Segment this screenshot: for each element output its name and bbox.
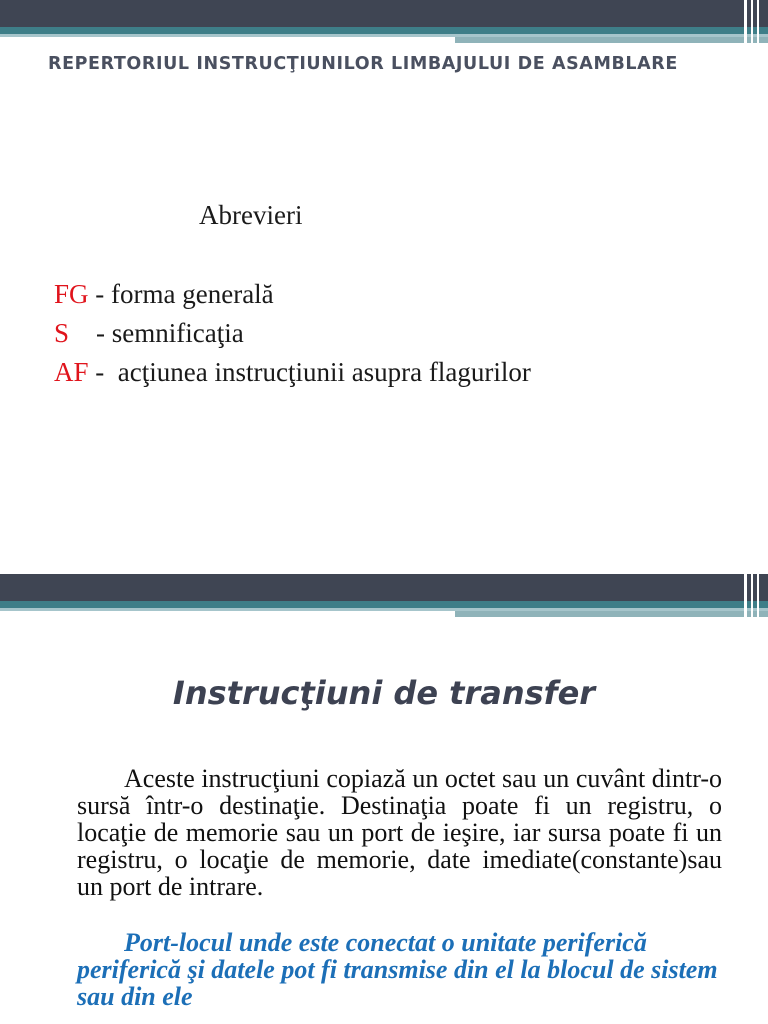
- abbreviation-code: FG: [54, 279, 89, 309]
- abbreviations-heading: Abrevieri: [199, 200, 303, 230]
- abbreviation-text: forma generală: [111, 279, 274, 309]
- header-bar-accent: [455, 37, 768, 43]
- abbreviation-separator: -: [69, 318, 112, 348]
- abbreviation-text: semnificaţia: [111, 318, 244, 348]
- abbreviation-code: AF: [54, 357, 89, 387]
- abbreviation-af: [54, 357, 531, 388]
- header-bar-dark: [0, 574, 768, 601]
- header-bar-dark: [0, 0, 768, 27]
- abbreviation-code: S: [54, 318, 70, 348]
- abbreviation-separator: -: [88, 357, 118, 387]
- header-bar-accent: [455, 611, 768, 617]
- slide-2: [0, 574, 768, 1024]
- abbreviation-fg: [54, 279, 274, 310]
- header-bar-teal: [0, 27, 768, 34]
- abbreviation-s: [54, 318, 244, 349]
- slide-title: Instrucţiuni de transfer: [172, 674, 596, 712]
- header-bar-teal: [0, 601, 768, 608]
- abbreviation-text: acţiunea instrucţiunii asupra flagurilor: [117, 357, 531, 387]
- port-definition-note: Port-locul unde este conectat o unitate periferică periferică şi datele pot fi transmise din el la blocul de sistem sau din ele: [77, 928, 718, 1011]
- header-decoration: [0, 0, 768, 50]
- abbreviation-separator: -: [88, 279, 112, 309]
- slide-title: REPERTORIUL INSTRUCŢIUNILOR LIMBAJULUI DE ASAMBLARE: [48, 54, 678, 74]
- header-decoration: [0, 574, 768, 624]
- body-paragraph: Aceste instrucţiuni copiază un octet sau un cuvânt dintr-o sursă într-o destinaţie. Destinaţia poate fi un registru, o locaţie de memorie sau un port de ieşire, iar sursa poate fi un registru, o locaţie de memorie, date imediate(constante)sau un port de intrare.: [77, 764, 722, 901]
